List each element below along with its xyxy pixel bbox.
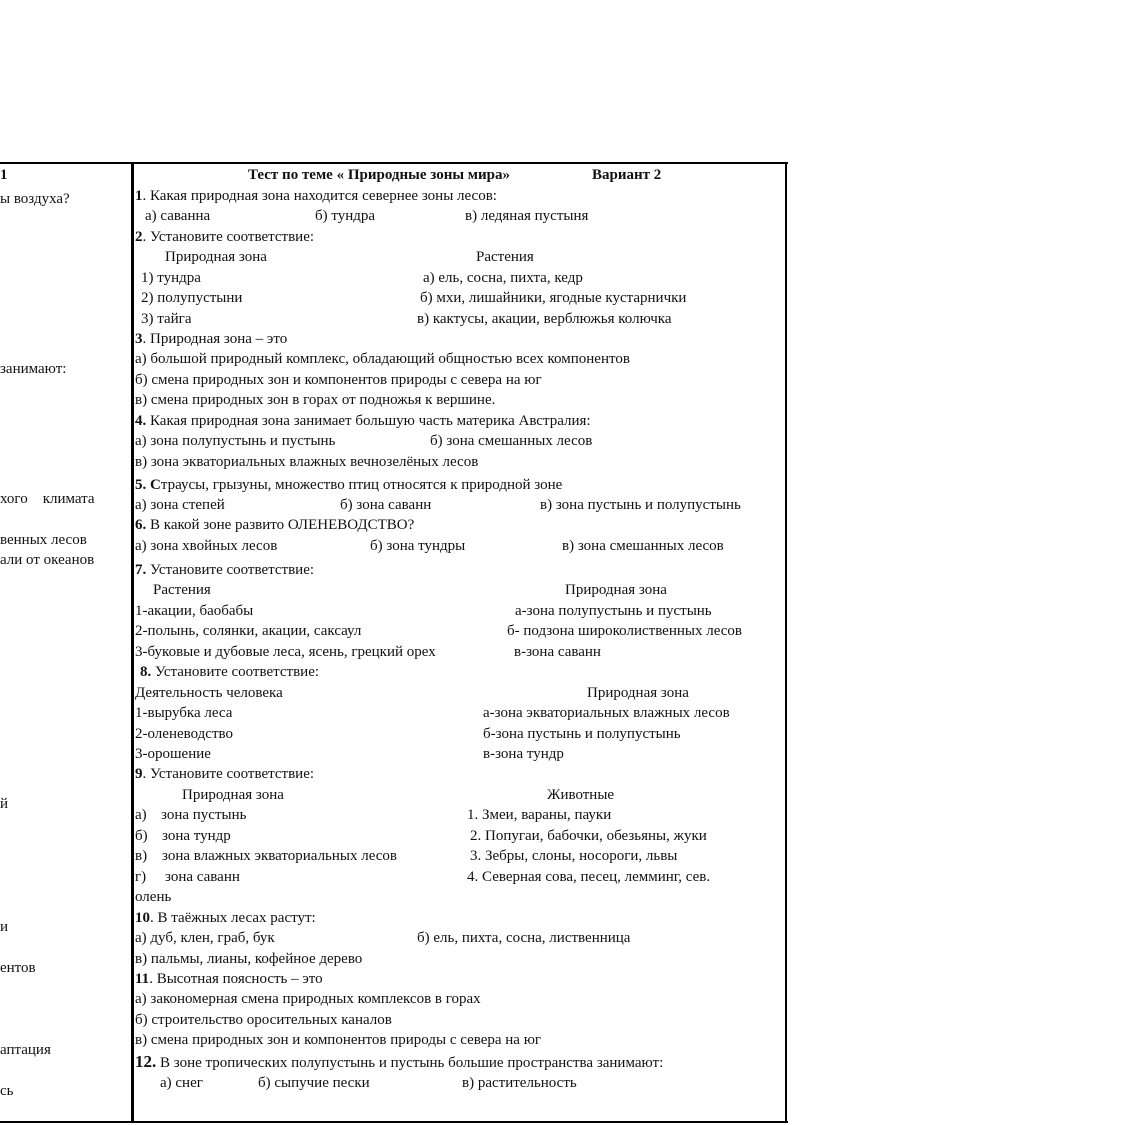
answer-option: а) саванна — [145, 208, 211, 224]
match-left-item: зона пустынь — [161, 807, 247, 823]
question-number: 11 — [135, 971, 150, 987]
left-column-fragment: хого климата — [0, 491, 95, 507]
question-3 — [135, 330, 287, 348]
column-header: Природная зона — [182, 787, 284, 803]
question-text: В зоне тропических полупустынь и пустынь большие пространства занимают: — [156, 1055, 664, 1071]
left-column-fragment: венных лесов — [0, 532, 87, 548]
question-number: 3 — [135, 331, 143, 347]
column-header: Растения — [476, 249, 534, 265]
match-left-marker: б) — [135, 828, 148, 844]
question-6 — [135, 516, 414, 534]
column-header: Природная зона — [587, 685, 689, 701]
answer-option: б) тундра — [315, 208, 376, 224]
answer-option: в) смена природных зон в горах от подножья к вершине. — [135, 392, 496, 408]
left-column-fragment: 1 — [0, 167, 8, 183]
match-right-item: а) ель, сосна, пихта, кедр — [423, 270, 583, 286]
match-left-marker: г) — [135, 869, 147, 885]
answer-option: б) зона смешанных лесов — [430, 433, 593, 449]
match-left-item: зона тундр — [162, 828, 231, 844]
question-9 — [135, 765, 314, 783]
question-number: 12. — [135, 1052, 157, 1071]
match-right-item: 4. Северная сова, песец, лемминг, сев. — [467, 869, 711, 885]
match-left-item: 3) тайга — [141, 311, 192, 327]
question-2 — [135, 228, 314, 246]
match-left-item: 2) полупустыни — [141, 290, 243, 306]
question-1 — [135, 187, 497, 205]
left-column-fragment: аптация — [0, 1042, 51, 1058]
question-text: Какая природная зона занимает большую часть материка Австралия: — [146, 413, 591, 429]
answer-option: в) зона экваториальных влажных вечнозелёных лесов — [135, 454, 479, 470]
question-number: 7. — [135, 562, 147, 578]
match-right-item: б) мхи, лишайники, ягодные кустарнички — [420, 290, 687, 306]
match-left-marker: в) — [135, 848, 148, 864]
question-text: В какой зоне развито ОЛЕНЕВОДСТВО? — [146, 517, 415, 533]
answer-option: б) сыпучие пески — [258, 1075, 370, 1091]
answer-option: а) большой природный комплекс, обладающий общностью всех компонентов — [135, 351, 630, 367]
question-number: 4. — [135, 413, 147, 429]
question-text: Установите соответствие: — [151, 664, 320, 680]
answer-option: а) зона полупустынь и пустынь — [135, 433, 336, 449]
test-title: Тест по теме « Природные зоны мира» — [248, 167, 511, 183]
match-right-item: в-зона саванн — [514, 644, 601, 660]
column-header: Природная зона — [165, 249, 267, 265]
answer-option: а) зона степей — [135, 497, 225, 513]
question-text: . В таёжных лесах растут: — [150, 910, 316, 926]
match-right-item: в-зона тундр — [483, 746, 564, 762]
match-left-marker: а) — [135, 807, 147, 823]
answer-option: в) зона смешанных лесов — [562, 538, 724, 554]
answer-option: б) строительство оросительных каналов — [135, 1012, 392, 1028]
question-number: 8. — [140, 664, 152, 680]
question-5 — [135, 476, 562, 494]
column-header: Животные — [547, 787, 615, 803]
answer-option: а) зона хвойных лесов — [135, 538, 278, 554]
match-left-item: зона саванн — [165, 869, 240, 885]
question-number: 10 — [135, 910, 150, 926]
wrapped-text: олень — [135, 889, 172, 905]
left-column-fragment: занимают: — [0, 361, 67, 377]
column-header: Природная зона — [565, 582, 667, 598]
answer-option: в) растительность — [462, 1075, 577, 1091]
match-right-item: а-зона экваториальных влажных лесов — [483, 705, 730, 721]
match-right-item: б-зона пустынь и полупустынь — [483, 726, 681, 742]
match-left-item: 3-буковые и дубовые леса, ясень, грецкий орех — [135, 644, 436, 660]
question-11 — [135, 970, 323, 988]
answer-option: б) ель, пихта, сосна, лиственница — [417, 930, 631, 946]
table-top-border — [0, 162, 788, 164]
column-header: Деятельность человека — [135, 685, 283, 701]
test-variant: Вариант 2 — [592, 167, 662, 183]
answer-option: в) зона пустынь и полупустынь — [540, 497, 741, 513]
match-left-item: 2-полынь, солянки, акации, саксаул — [135, 623, 362, 639]
question-4 — [135, 412, 591, 430]
answer-option: а) закономерная смена природных комплексов в горах — [135, 991, 481, 1007]
table-bottom-border — [0, 1121, 788, 1123]
question-text: . Природная зона – это — [142, 331, 288, 347]
question-number: 5. С — [135, 477, 161, 493]
match-right-item: 3. Зебры, слоны, носороги, львы — [470, 848, 678, 864]
question-text: . Установите соответствие: — [142, 229, 315, 245]
left-column-fragment: й — [0, 796, 9, 812]
question-text: . Высотная поясность – это — [149, 971, 323, 987]
answer-option: а) дуб, клен, граб, бук — [135, 930, 275, 946]
question-7 — [135, 561, 314, 579]
left-column-fragment: али от океанов — [0, 552, 95, 568]
match-left-item: 1) тундра — [141, 270, 201, 286]
left-column-fragment: ентов — [0, 960, 36, 976]
question-text: Установите соответствие: — [146, 562, 315, 578]
left-column-fragment: и — [0, 919, 9, 935]
left-column-fragment: сь — [0, 1083, 14, 1099]
match-right-item: в) кактусы, акации, верблюжья колючка — [417, 311, 672, 327]
match-left-item: 3-орошение — [135, 746, 211, 762]
match-right-item: а-зона полупустынь и пустынь — [515, 603, 712, 619]
answer-option: в) пальмы, лианы, кофейное дерево — [135, 951, 363, 967]
left-column-fragment: ы воздуха? — [0, 191, 70, 207]
match-left-item: 1-акации, баобабы — [135, 603, 254, 619]
question-12 — [135, 1053, 663, 1072]
question-number: 9 — [135, 766, 143, 782]
answer-option: а) снег — [160, 1075, 203, 1091]
match-left-item: 2-оленеводство — [135, 726, 233, 742]
answer-option: б) смена природных зон и компонентов природы с севера на юг — [135, 372, 542, 388]
match-right-item: 1. Змеи, вараны, пауки — [467, 807, 612, 823]
table-right-border — [785, 162, 787, 1123]
question-number: 1 — [135, 188, 143, 204]
answer-option: б) зона тундры — [370, 538, 466, 554]
question-text: траусы, грызуны, множество птиц относятся к природной зоне — [160, 477, 563, 493]
match-right-item: 2. Попугаи, бабочки, обезьяны, жуки — [470, 828, 707, 844]
match-right-item: б- подзона широколиственных лесов — [507, 623, 742, 639]
question-number: 2 — [135, 229, 143, 245]
answer-option: б) зона саванн — [340, 497, 432, 513]
question-number: 6. — [135, 517, 147, 533]
question-10 — [135, 909, 316, 927]
column-header: Растения — [153, 582, 211, 598]
column-divider — [131, 162, 134, 1123]
question-text: . Какая природная зона находится севернее зоны лесов: — [142, 188, 497, 204]
question-text: . Установите соответствие: — [142, 766, 315, 782]
answer-option: в) ледяная пустыня — [465, 208, 589, 224]
match-left-item: зона влажных экваториальных лесов — [162, 848, 398, 864]
match-left-item: 1-вырубка леса — [135, 705, 233, 721]
question-8 — [140, 663, 319, 681]
answer-option: в) смена природных зон и компонентов природы с севера на юг — [135, 1032, 542, 1048]
